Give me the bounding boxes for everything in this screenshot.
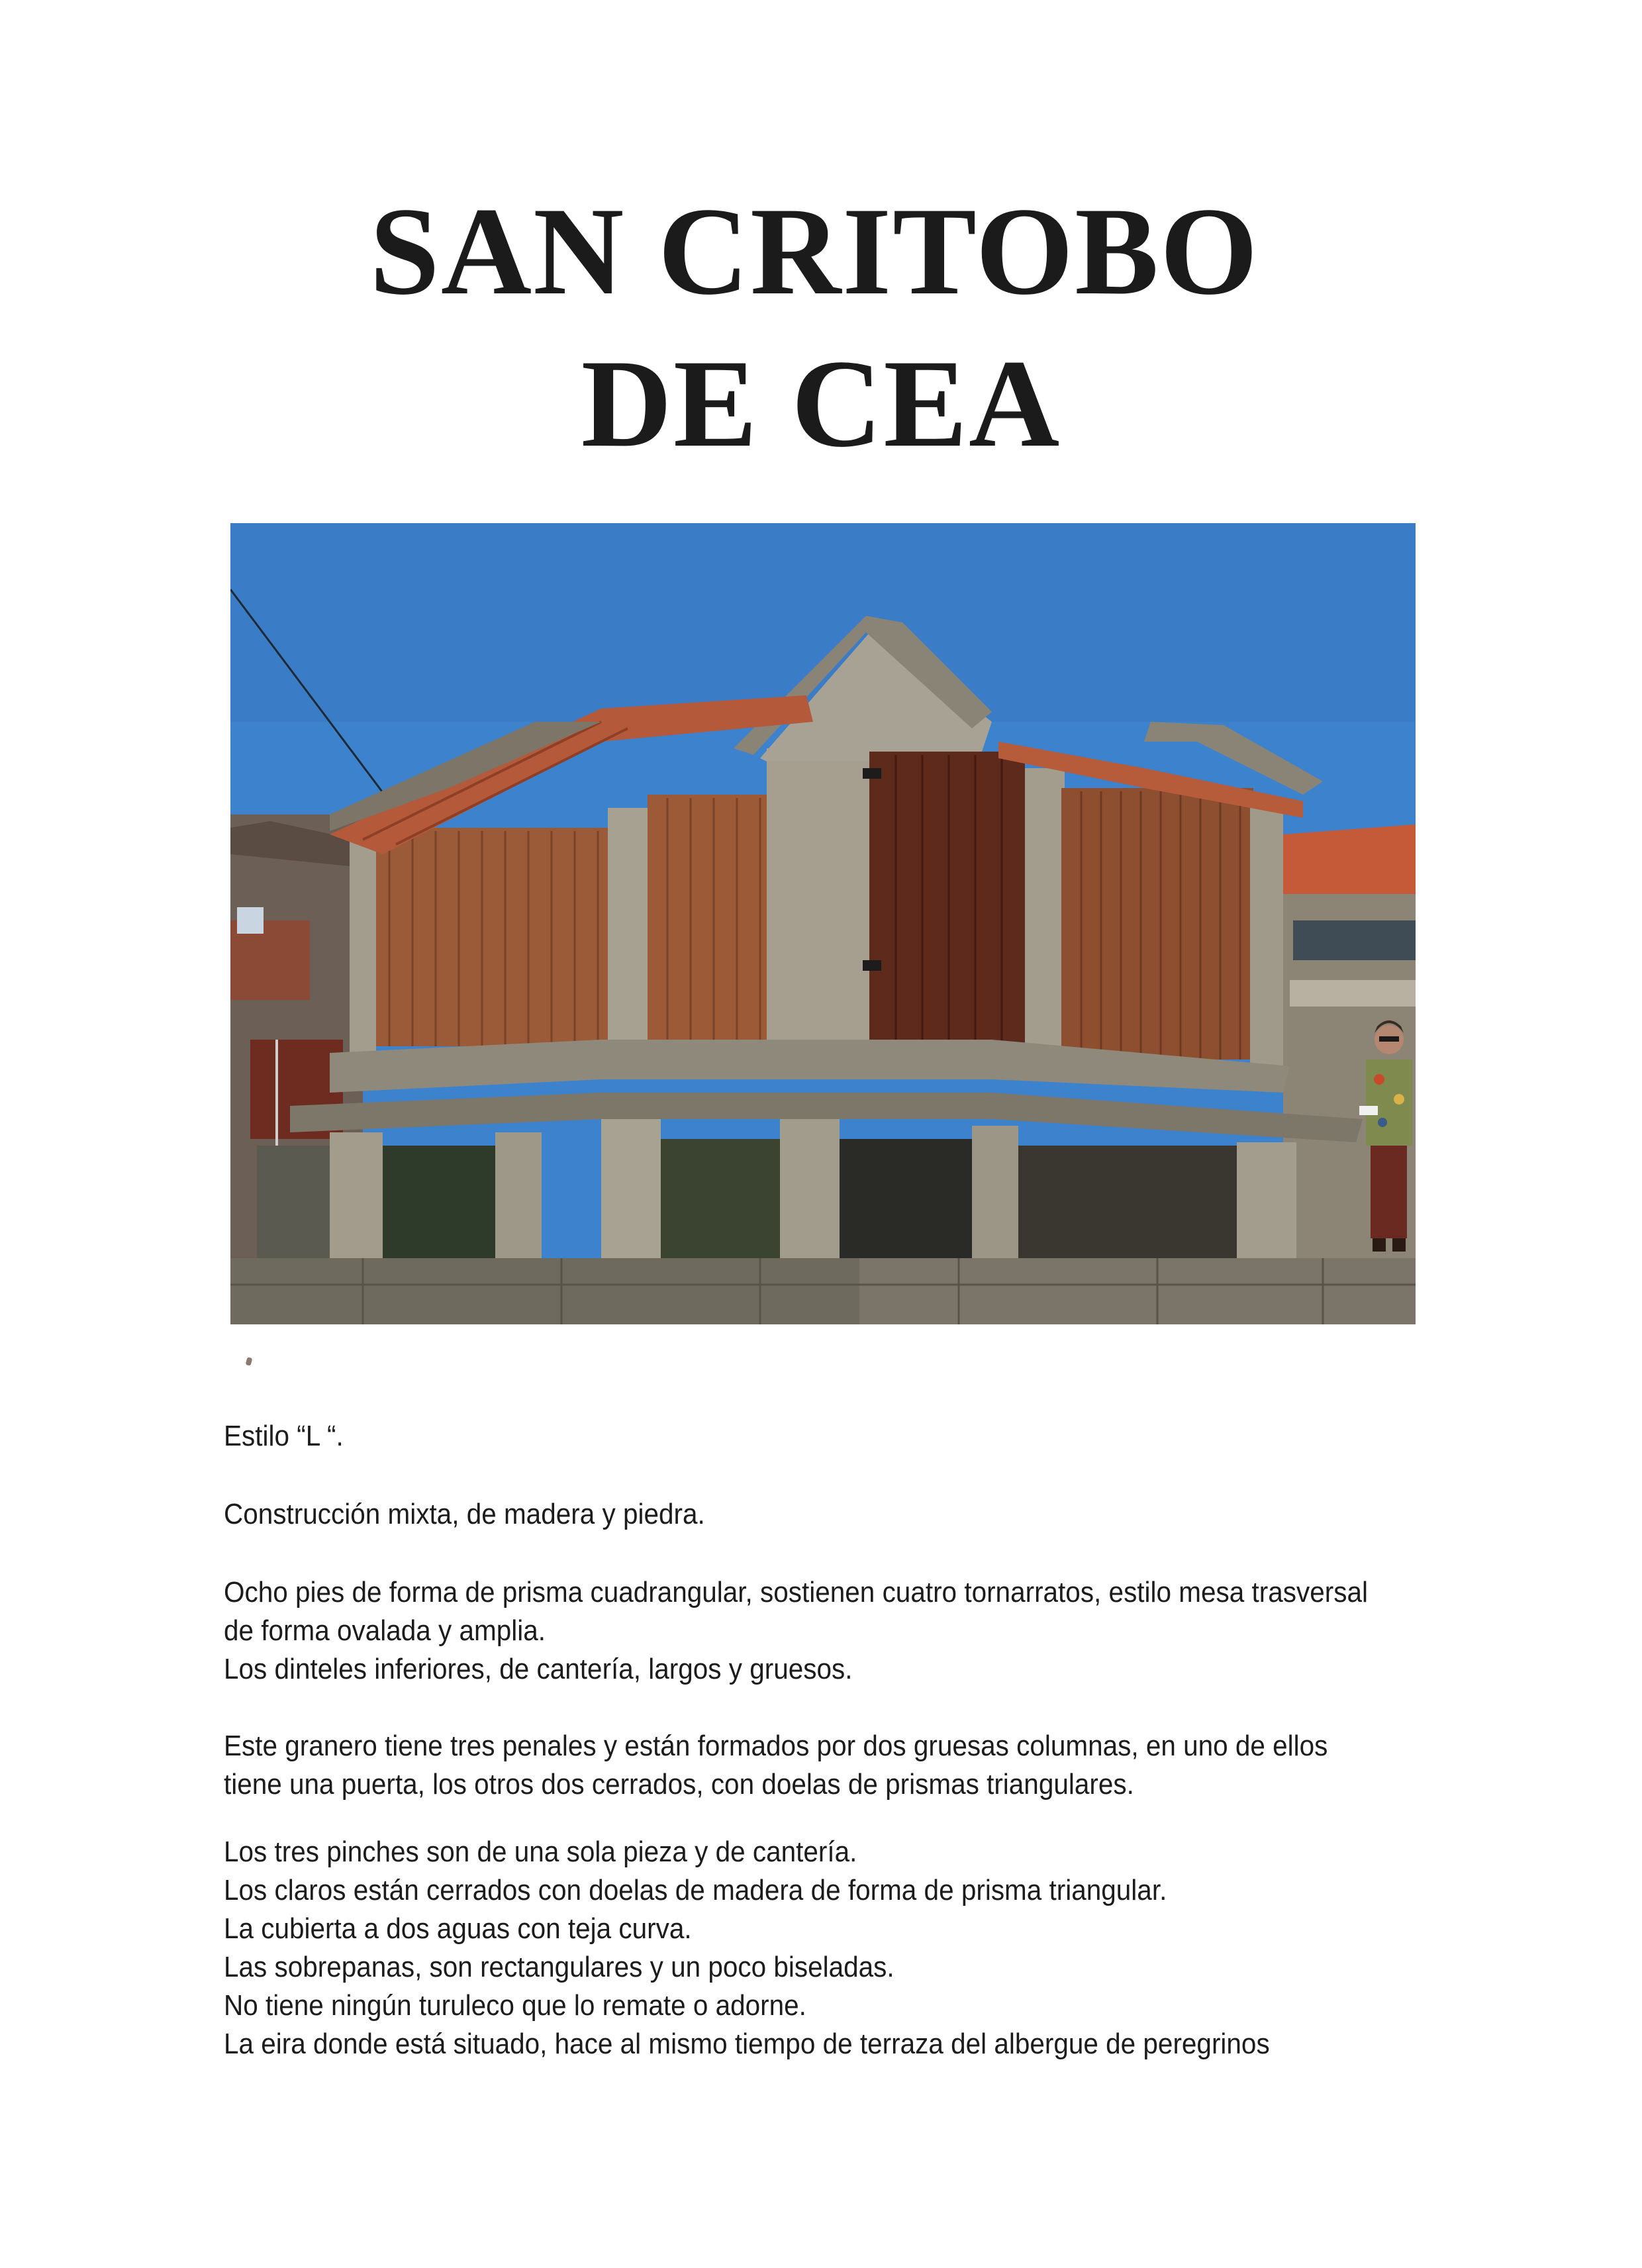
feet-line-1: Ocho pies de forma de prisma cuadrangular, sostienen cuatro tornarratos, estilo mesa trasversal <box>224 1576 1368 1608</box>
construction-paragraph <box>224 1495 1351 1534</box>
pinches-paragraph <box>224 1833 1351 2063</box>
granary-line-1: Este granero tiene tres penales y están formados por dos gruesas columnas, en uno de ellos <box>224 1730 1328 1762</box>
style-paragraph <box>224 1417 1351 1455</box>
page-title-line-2: DE CEA <box>581 334 1061 473</box>
pinches-line-6: La eira donde está situado, hace al mismo tiempo de terraza del albergue de peregrinos <box>224 2028 1270 2060</box>
pinches-line-4: Las sobrepanas, son rectangulares y un poco biseladas. <box>224 1951 894 1983</box>
granary-paragraph <box>224 1727 1351 1804</box>
granary-line-2: tiene una puerta, los otros dos cerrados, con doelas de prismas triangulares. <box>224 1768 1134 1800</box>
pinches-line-2: Los claros están cerrados con doelas de madera de forma de prisma triangular. <box>224 1874 1167 1906</box>
style-line: Estilo “L “. <box>224 1420 344 1452</box>
pinches-line-1: Los tres pinches son de una sola pieza y de cantería. <box>224 1836 857 1868</box>
horreo-photo <box>230 523 1416 1324</box>
pinches-line-5: No tiene ningún turuleco que lo remate o adorne. <box>224 1989 806 2022</box>
pinches-line-3: La cubierta a dos aguas con teja curva. <box>224 1912 692 1945</box>
feet-line-2: de forma ovalada y amplia. <box>224 1614 546 1647</box>
page-title-line-1: SAN CRITOBO <box>369 182 1259 321</box>
construction-line: Construcción mixta, de madera y piedra. <box>224 1498 705 1530</box>
scan-speck <box>246 1357 253 1366</box>
feet-line-3: Los dinteles inferiores, de cantería, largos y gruesos. <box>224 1653 853 1685</box>
feet-paragraph <box>224 1573 1368 1689</box>
